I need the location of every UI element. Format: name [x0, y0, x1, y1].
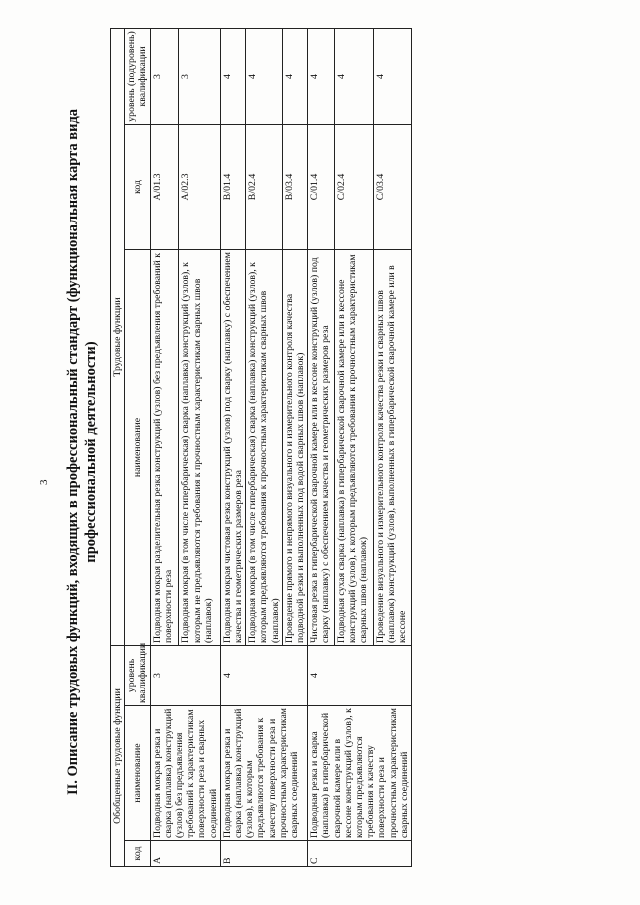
- function-code: B/02.4: [246, 124, 283, 249]
- header-row-2: [125, 28, 150, 866]
- function-level: 4: [373, 28, 412, 124]
- function-code: B/01.4: [220, 124, 245, 249]
- header-generalized: Обобщенные трудовые функции: [111, 645, 125, 866]
- function-level: 4: [246, 28, 283, 124]
- function-level: 4: [334, 28, 373, 124]
- header-row-1: [111, 28, 125, 866]
- function-name: Подводная мокрая чистовая резка конструкций (узлов) под сварку (наплавку) с обеспечением качества и геометрических размеров реза: [220, 249, 245, 645]
- function-level: 4: [220, 28, 245, 124]
- function-code: C/02.4: [334, 124, 373, 249]
- function-name: Чистовая резка в гипербарической сварочной камере или в кессоне конструкций (узлов) под сварку (наплавку) с обеспечением качества и геометрических размеров реза: [308, 249, 335, 645]
- function-name: Подводная мокрая (в том числе гипербарическая) сварка (наплавка) конструкций (узлов), к которым предъявляются требования к прочностным характеристикам сварных швов (наплавок): [246, 249, 283, 645]
- group-code: C: [308, 841, 412, 867]
- function-name: Проведение визуального и измерительного контроля качества резки и сварных швов (наплавок) конструкций (узлов), выполненных в гипербарической сварочной камере или в кессоне: [373, 249, 412, 645]
- function-name: Проведение прямого и непрямого визуального и измерительного контроля качества подводной резки и выполненных под водой сварных швов (наплавок): [282, 249, 307, 645]
- header-code: код: [125, 841, 150, 867]
- group-level: 3: [150, 645, 220, 705]
- header-function-code: код: [125, 124, 150, 249]
- header-sublevel: уровень (подуровень) квалификации: [125, 28, 150, 124]
- table-row: [220, 28, 245, 866]
- functional-map-table: [110, 28, 412, 867]
- table-row: [150, 28, 179, 866]
- group-name: Подводная мокрая резка и сварка (наплавка) конструкций (узлов) без предъявления требований к характеристикам поверхности реза и сварных соединений: [150, 706, 220, 841]
- function-code: A/02.3: [179, 124, 220, 249]
- function-level: 4: [308, 28, 335, 124]
- section-heading: II. Описание трудовых функций, входящих в профессиональный стандарт (функциональная карта вида профессиональной деятельности): [65, 108, 99, 796]
- page-number: 3: [38, 479, 50, 485]
- function-code: C/01.4: [308, 124, 335, 249]
- group-code: B: [220, 841, 307, 867]
- group-level: 4: [308, 645, 412, 705]
- table-row: [308, 28, 335, 866]
- header-name: наименование: [125, 706, 150, 841]
- group-code: A: [150, 841, 220, 867]
- function-code: A/01.3: [150, 124, 179, 249]
- header-level: уровень квалификации: [125, 645, 150, 705]
- header-function-name: наименование: [125, 249, 150, 645]
- function-level: 3: [179, 28, 220, 124]
- function-level: 3: [150, 28, 179, 124]
- function-name: Подводная сухая сварка (наплавка) в гипербарической сварочной камере или в кессоне конструкций (узлов), к которым предъявляются требования к прочностным характеристикам сварных швов (наплавок): [334, 249, 373, 645]
- group-name: Подводная резка и сварка (наплавка) в гипербарической сварочной камере или в кессоне конструкций (узлов), к которым предъявляются требования к качеству поверхности реза и прочностным характеристикам сварных соединений: [308, 706, 412, 841]
- function-level: 4: [282, 28, 307, 124]
- group-name: Подводная мокрая резка и сварка (наплавка) конструкций (узлов), к которым предъявляются требования к качеству поверхности реза и прочностным характеристикам сварных соединений: [220, 706, 307, 841]
- header-labor: Трудовые функции: [111, 28, 125, 645]
- function-name: Подводная мокрая разделительная резка конструкций (узлов) без предъявления требований к поверхности реза: [150, 249, 179, 645]
- group-level: 4: [220, 645, 307, 705]
- function-code: C/03.4: [373, 124, 412, 249]
- function-code: B/03.4: [282, 124, 307, 249]
- function-name: Подводная мокрая (в том числе гипербарическая) сварка (наплавка) конструкций (узлов), к которым не предъявляются требования к прочностным характеристикам сварных швов (наплавок): [179, 249, 220, 645]
